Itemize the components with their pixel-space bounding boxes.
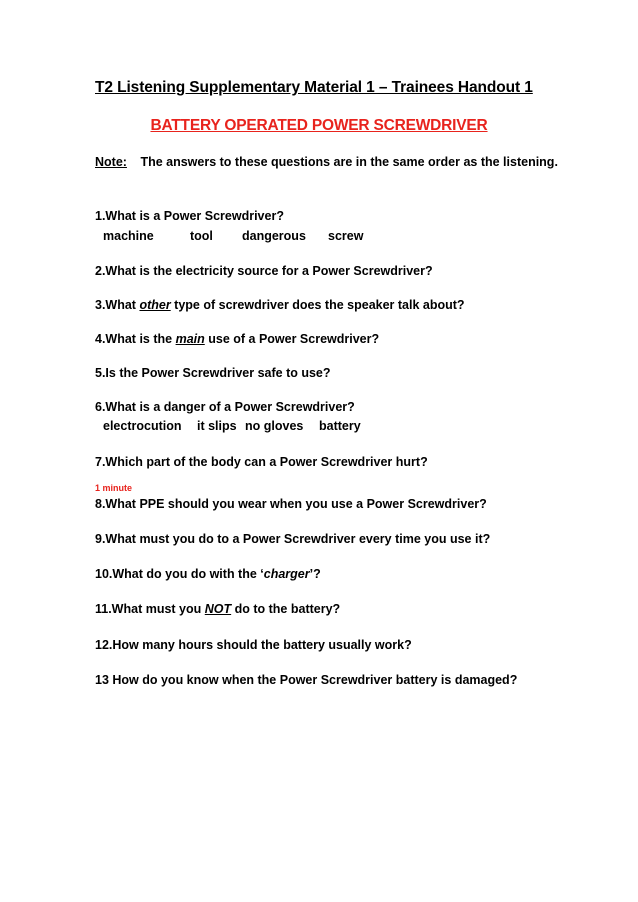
- q3-emphasis: other: [139, 298, 171, 312]
- q6-option-electrocution: electrocution: [103, 419, 182, 433]
- handout-title: T2 Listening Supplementary Material 1 – Trainees Handout 1: [95, 79, 533, 96]
- question-7: 7.Which part of the body can a Power Screwdriver hurt?: [95, 455, 428, 469]
- note-text: The answers to these questions are in the same order as the listening.: [140, 155, 558, 169]
- question-12: 12.How many hours should the battery usually work?: [95, 638, 412, 652]
- handout-subtitle: BATTERY OPERATED POWER SCREWDRIVER: [150, 117, 488, 134]
- note: [95, 155, 558, 169]
- q1-option-tool: tool: [190, 229, 213, 243]
- question-4: 4.What is the main use of a Power Screwdriver?: [95, 332, 380, 346]
- q1-option-machine: machine: [103, 229, 154, 243]
- question-2: 2.What is the electricity source for a Power Screwdriver?: [95, 264, 433, 278]
- question-1: 1.What is a Power Screwdriver?: [95, 209, 284, 223]
- question-5: 5.Is the Power Screwdriver safe to use?: [95, 366, 331, 380]
- question-11: 11.What must you NOT do to the battery?: [95, 602, 341, 616]
- q1-option-dangerous: dangerous: [242, 229, 306, 243]
- question-9: 9.What must you do to a Power Screwdriver every time you use it?: [95, 532, 491, 546]
- q6-option-no-gloves: no gloves: [245, 419, 304, 433]
- q4-emphasis: main: [175, 332, 205, 346]
- q1-option-screw: screw: [328, 229, 364, 243]
- question-3: 3.What other type of screwdriver does the speaker talk about?: [95, 298, 465, 312]
- question-6: 6.What is a danger of a Power Screwdriver?: [95, 400, 355, 414]
- note-label: Note:: [95, 155, 127, 169]
- q6-option-it-slips: it slips: [197, 419, 237, 433]
- question-10: 10.What do you do with the ‘charger’?: [95, 567, 321, 581]
- q10-emphasis: charger: [263, 567, 310, 581]
- timer-note: 1 minute: [95, 483, 133, 493]
- q6-option-battery: battery: [319, 419, 361, 433]
- question-13: 13 How do you know when the Power Screwdriver battery is damaged?: [95, 673, 518, 687]
- question-8: 8.What PPE should you wear when you use a Power Screwdriver?: [95, 497, 487, 511]
- q11-emphasis: NOT: [204, 602, 232, 616]
